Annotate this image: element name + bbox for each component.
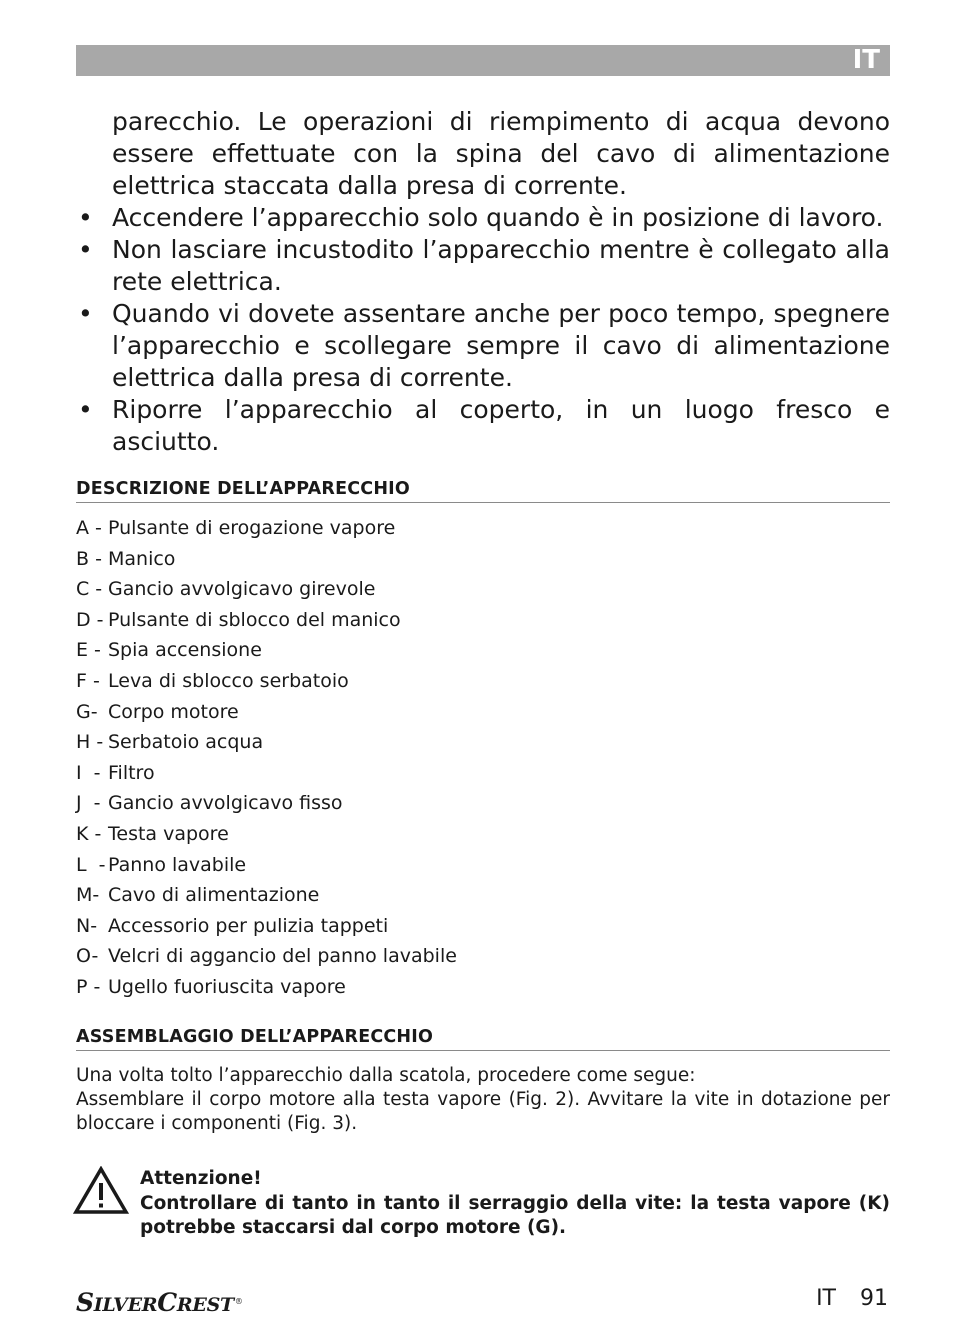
part-label: Filtro	[108, 761, 155, 784]
assembly-line-1: Una volta tolto l’apparecchio dalla scatola, procedere come segue:	[76, 1065, 696, 1086]
list-item	[76, 394, 890, 458]
part-label: Ugello fuoriuscita vapore	[108, 975, 346, 998]
list-item	[76, 635, 890, 666]
language-badge: IT	[852, 45, 880, 75]
list-item	[76, 697, 890, 728]
part-letter: D -	[76, 608, 104, 631]
part-label: Spia accensione	[108, 639, 262, 662]
part-letter: P -	[76, 975, 101, 998]
bullet-text: parecchio. Le operazioni di riempimento di acqua devono essere effettuate con la spina del cavo di alimentazione elettrica staccata dalla presa di corrente.	[112, 107, 890, 200]
safety-bullet-list	[76, 106, 890, 458]
part-letter: N-	[76, 914, 98, 937]
assembly-instructions	[76, 1064, 890, 1136]
bullet-text: Non lasciare incustodito l’apparecchio mentre è collegato alla rete elettrica.	[112, 235, 890, 296]
warning-text: Controllare di tanto in tanto il serraggio della vite: la testa vapore (K) potrebbe staccarsi dal corpo motore (G).	[140, 1192, 890, 1238]
part-letter: A -	[76, 517, 102, 539]
part-letter: H -	[76, 731, 104, 754]
part-letter: I -	[76, 761, 101, 784]
parts-list	[76, 513, 890, 1003]
part-letter: F -	[76, 669, 100, 692]
list-item	[76, 850, 890, 881]
footer-language: IT	[816, 1286, 836, 1311]
list-item	[76, 574, 890, 605]
warning-triangle-icon	[73, 1166, 129, 1216]
assembly-line-2: Assemblare il corpo motore alla testa vapore (Fig. 2). Avvitare la vite in dotazione per bloccare i componenti (Fig. 3).	[76, 1089, 890, 1134]
list-item	[76, 941, 890, 972]
warning-heading: Attenzione!	[140, 1168, 262, 1189]
list-item	[76, 758, 890, 789]
list-item	[76, 106, 890, 202]
part-label: Pulsante di erogazione vapore	[108, 517, 396, 539]
part-letter: M-	[76, 884, 100, 907]
bullet-glyph: •	[78, 395, 93, 424]
list-item	[76, 298, 890, 394]
bullet-text: Accendere l’apparecchio solo quando è in posizione di lavoro.	[112, 203, 884, 232]
part-letter: C -	[76, 578, 103, 601]
part-label: Manico	[108, 547, 176, 570]
part-letter: G-	[76, 700, 98, 723]
list-item	[76, 727, 890, 758]
list-item	[76, 880, 890, 911]
page-number: 91	[860, 1286, 888, 1311]
bullet-glyph: •	[78, 235, 93, 264]
assembly-section-title: ASSEMBLAGGIO DELL’APPARECCHIO	[76, 1027, 890, 1051]
list-item	[76, 819, 890, 850]
description-section-title: DESCRIZIONE DELL’APPARECCHIO	[76, 479, 890, 503]
part-label: Gancio avvolgicavo girevole	[108, 578, 376, 601]
bullet-glyph: •	[78, 203, 93, 232]
part-label: Accessorio per pulizia tappeti	[108, 914, 389, 937]
bullet-glyph: •	[78, 299, 93, 328]
list-item	[76, 544, 890, 575]
part-label: Pulsante di sblocco del manico	[108, 608, 401, 631]
bullet-text: Quando vi dovete assentare anche per poco tempo, spegnere l’apparecchio e scollegare sempre il cavo di alimentazione elettrica dalla presa di corrente.	[112, 299, 890, 392]
warning-box	[140, 1167, 890, 1241]
part-label: Panno lavabile	[108, 853, 247, 876]
page-footer	[816, 1286, 888, 1311]
list-item	[76, 788, 890, 819]
part-label: Serbatoio acqua	[108, 731, 264, 754]
part-letter: K -	[76, 822, 102, 845]
list-item	[76, 911, 890, 942]
part-letter: L -	[76, 853, 106, 876]
language-header-bar	[76, 45, 890, 76]
list-item	[76, 234, 890, 298]
part-label: Leva di sblocco serbatoio	[108, 669, 349, 692]
part-letter: E -	[76, 639, 101, 662]
part-label: Testa vapore	[108, 822, 229, 845]
part-letter: B -	[76, 547, 102, 570]
list-item	[76, 972, 890, 1003]
list-item	[76, 202, 890, 234]
part-label: Velcri di aggancio del panno lavabile	[108, 945, 457, 968]
part-letter: J -	[76, 792, 101, 815]
part-letter: O-	[76, 945, 99, 968]
list-item	[76, 605, 890, 636]
part-label: Corpo motore	[108, 700, 239, 723]
brand-logo: SILVERCREST®	[76, 1288, 243, 1317]
bullet-text: Riporre l’apparecchio al coperto, in un luogo fresco e asciutto.	[112, 395, 890, 456]
list-item	[76, 513, 890, 544]
part-label: Cavo di alimentazione	[108, 884, 320, 907]
part-label: Gancio avvolgicavo fisso	[108, 792, 343, 815]
list-item	[76, 666, 890, 697]
